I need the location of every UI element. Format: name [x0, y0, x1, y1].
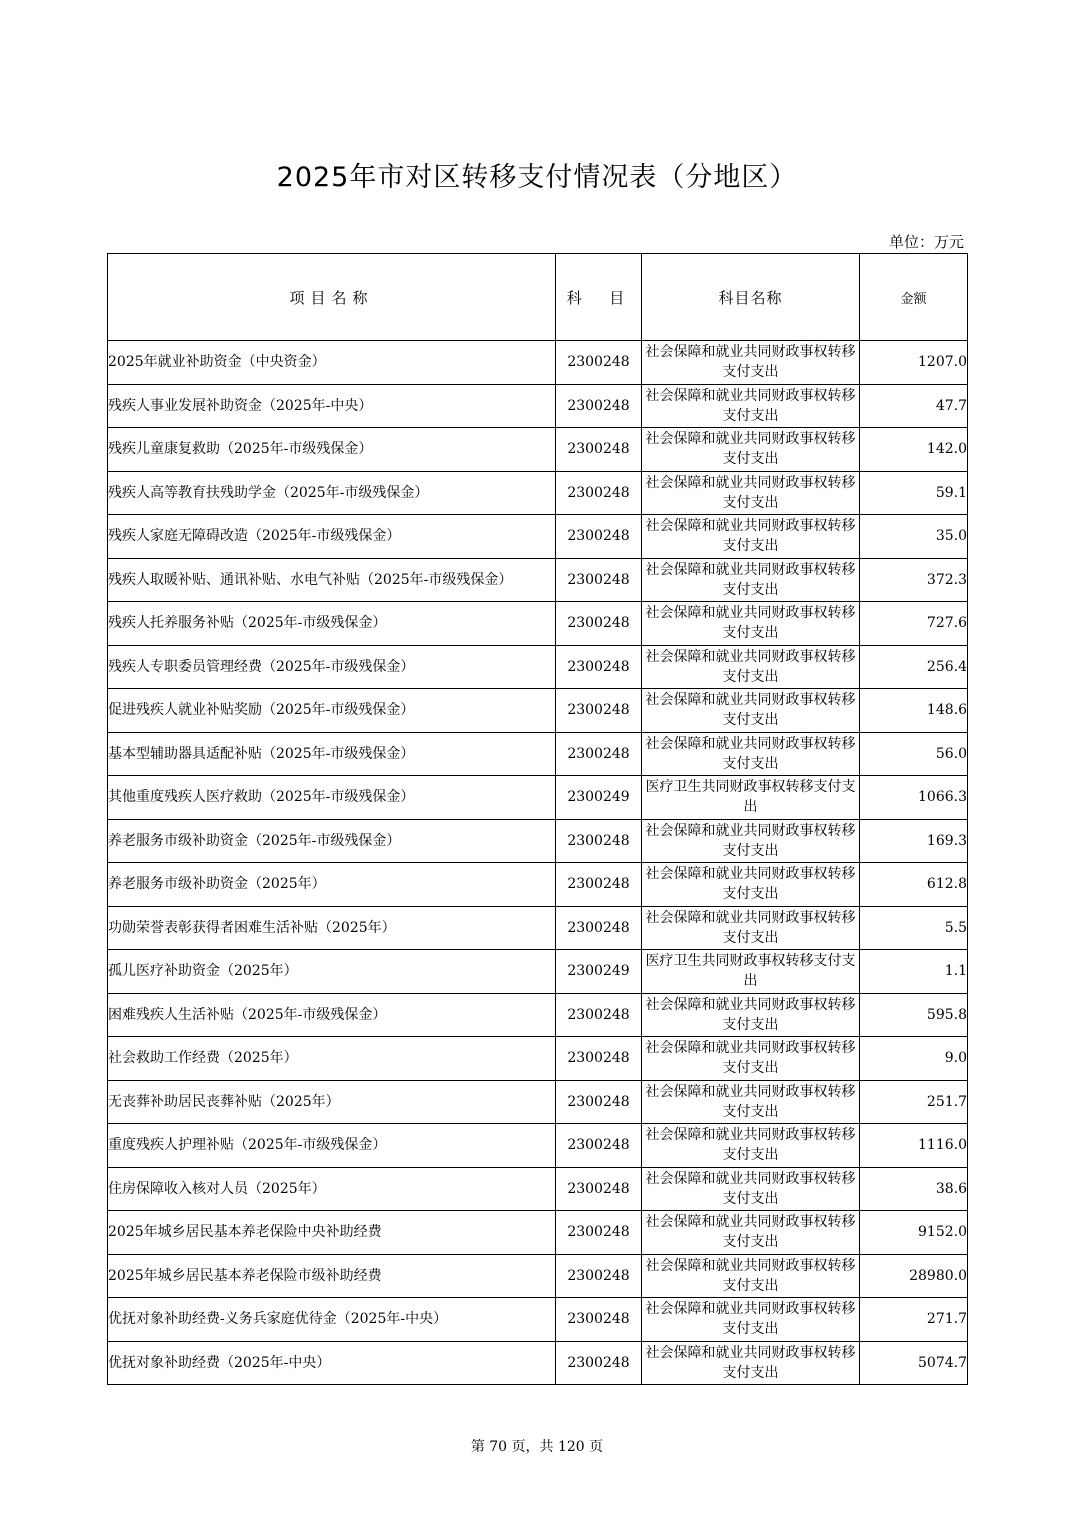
table-row	[108, 993, 968, 1037]
subject-name-cell: 社会保障和就业共同财政事权转移支付支出	[642, 1298, 860, 1342]
amount-cell: 727.6	[860, 602, 968, 646]
table-row	[108, 950, 968, 994]
table-header-row	[108, 254, 968, 341]
project-name-cell: 残疾人取暖补贴、通讯补贴、水电气补贴（2025年-市级残保金）	[108, 558, 556, 602]
amount-cell: 38.6	[860, 1167, 968, 1211]
table-row	[108, 341, 968, 385]
subject-code-cell: 2300248	[556, 558, 642, 602]
project-name-cell: 残疾人事业发展补助资金（2025年-中央）	[108, 384, 556, 428]
subject-code-cell: 2300248	[556, 428, 642, 472]
subject-code-cell: 2300248	[556, 1167, 642, 1211]
subject-name-cell: 社会保障和就业共同财政事权转移支付支出	[642, 1037, 860, 1081]
project-name-cell: 无丧葬补助居民丧葬补贴（2025年）	[108, 1080, 556, 1124]
subject-name-cell: 社会保障和就业共同财政事权转移支付支出	[642, 1254, 860, 1298]
subject-name-cell: 社会保障和就业共同财政事权转移支付支出	[642, 993, 860, 1037]
subject-code-cell: 2300248	[556, 645, 642, 689]
project-name-cell: 残疾人托养服务补贴（2025年-市级残保金）	[108, 602, 556, 646]
subject-name-cell: 社会保障和就业共同财政事权转移支付支出	[642, 819, 860, 863]
amount-cell: 595.8	[860, 993, 968, 1037]
header-amount: 金额	[860, 254, 968, 341]
table-row	[108, 558, 968, 602]
project-name-cell: 困难残疾人生活补贴（2025年-市级残保金）	[108, 993, 556, 1037]
project-name-cell: 孤儿医疗补助资金（2025年）	[108, 950, 556, 994]
amount-cell: 372.3	[860, 558, 968, 602]
project-name-cell: 残疾儿童康复救助（2025年-市级残保金）	[108, 428, 556, 472]
subject-name-cell: 社会保障和就业共同财政事权转移支付支出	[642, 1080, 860, 1124]
amount-cell: 148.6	[860, 689, 968, 733]
table-row	[108, 1080, 968, 1124]
table-row	[108, 384, 968, 428]
subject-name-cell: 社会保障和就业共同财政事权转移支付支出	[642, 1167, 860, 1211]
table-row	[108, 471, 968, 515]
table-row	[108, 906, 968, 950]
amount-cell: 612.8	[860, 863, 968, 907]
project-name-cell: 养老服务市级补助资金（2025年-市级残保金）	[108, 819, 556, 863]
amount-cell: 169.3	[860, 819, 968, 863]
subject-name-cell: 社会保障和就业共同财政事权转移支付支出	[642, 384, 860, 428]
subject-name-cell: 医疗卫生共同财政事权转移支付支出	[642, 776, 860, 820]
subject-name-cell: 社会保障和就业共同财政事权转移支付支出	[642, 906, 860, 950]
table-row	[108, 602, 968, 646]
project-name-cell: 残疾人家庭无障碍改造（2025年-市级残保金）	[108, 515, 556, 559]
amount-cell: 142.0	[860, 428, 968, 472]
table-row	[108, 645, 968, 689]
amount-cell: 5074.7	[860, 1341, 968, 1385]
subject-code-cell: 2300248	[556, 1124, 642, 1168]
project-name-cell: 养老服务市级补助资金（2025年）	[108, 863, 556, 907]
amount-cell: 9152.0	[860, 1211, 968, 1255]
subject-name-cell: 社会保障和就业共同财政事权转移支付支出	[642, 1211, 860, 1255]
project-name-cell: 残疾人专职委员管理经费（2025年-市级残保金）	[108, 645, 556, 689]
subject-code-cell: 2300248	[556, 993, 642, 1037]
amount-cell: 271.7	[860, 1298, 968, 1342]
subject-name-cell: 社会保障和就业共同财政事权转移支付支出	[642, 471, 860, 515]
table-row	[108, 1037, 968, 1081]
amount-cell: 1116.0	[860, 1124, 968, 1168]
table-row	[108, 863, 968, 907]
project-name-cell: 重度残疾人护理补贴（2025年-市级残保金）	[108, 1124, 556, 1168]
project-name-cell: 2025年城乡居民基本养老保险市级补助经费	[108, 1254, 556, 1298]
amount-cell: 35.0	[860, 515, 968, 559]
table-row	[108, 732, 968, 776]
page-footer: 第 70 页，共 120 页	[470, 1439, 604, 1455]
table-row	[108, 776, 968, 820]
subject-name-cell: 社会保障和就业共同财政事权转移支付支出	[642, 645, 860, 689]
project-name-cell: 优抚对象补助经费（2025年-中央）	[108, 1341, 556, 1385]
table-row	[108, 1167, 968, 1211]
amount-cell: 59.1	[860, 471, 968, 515]
amount-cell: 1066.3	[860, 776, 968, 820]
project-name-cell: 促进残疾人就业补贴奖励（2025年-市级残保金）	[108, 689, 556, 733]
project-name-cell: 2025年就业补助资金（中央资金）	[108, 341, 556, 385]
subject-name-cell: 社会保障和就业共同财政事权转移支付支出	[642, 1124, 860, 1168]
subject-code-cell: 2300248	[556, 1341, 642, 1385]
project-name-cell: 残疾人高等教育扶残助学金（2025年-市级残保金）	[108, 471, 556, 515]
amount-cell: 251.7	[860, 1080, 968, 1124]
subject-name-cell: 医疗卫生共同财政事权转移支付支出	[642, 950, 860, 994]
subject-code-cell: 2300248	[556, 1211, 642, 1255]
subject-name-cell: 社会保障和就业共同财政事权转移支付支出	[642, 558, 860, 602]
subject-name-cell: 社会保障和就业共同财政事权转移支付支出	[642, 515, 860, 559]
unit-label: 单位：万元	[888, 233, 964, 251]
subject-code-cell: 2300248	[556, 515, 642, 559]
project-name-cell: 其他重度残疾人医疗救助（2025年-市级残保金）	[108, 776, 556, 820]
project-name-cell: 2025年城乡居民基本养老保险中央补助经费	[108, 1211, 556, 1255]
table-row	[108, 1211, 968, 1255]
table-row	[108, 515, 968, 559]
transfer-payment-table	[107, 253, 968, 1385]
header-subject-name: 科目名称	[642, 254, 860, 341]
subject-name-cell: 社会保障和就业共同财政事权转移支付支出	[642, 428, 860, 472]
subject-code-cell: 2300248	[556, 341, 642, 385]
subject-code-cell: 2300248	[556, 689, 642, 733]
amount-cell: 56.0	[860, 732, 968, 776]
header-code: 科 目	[556, 254, 642, 341]
subject-code-cell: 2300248	[556, 819, 642, 863]
table-row	[108, 428, 968, 472]
amount-cell: 1207.0	[860, 341, 968, 385]
subject-code-cell: 2300248	[556, 732, 642, 776]
table-row	[108, 1254, 968, 1298]
subject-code-cell: 2300248	[556, 602, 642, 646]
subject-code-cell: 2300249	[556, 950, 642, 994]
subject-code-cell: 2300248	[556, 1254, 642, 1298]
subject-code-cell: 2300248	[556, 906, 642, 950]
subject-code-cell: 2300248	[556, 1298, 642, 1342]
amount-cell: 256.4	[860, 645, 968, 689]
amount-cell: 1.1	[860, 950, 968, 994]
subject-code-cell: 2300248	[556, 384, 642, 428]
header-project-name: 项目名称	[108, 254, 556, 341]
table-row	[108, 689, 968, 733]
subject-code-cell: 2300249	[556, 776, 642, 820]
table-row	[108, 1124, 968, 1168]
amount-cell: 47.7	[860, 384, 968, 428]
subject-name-cell: 社会保障和就业共同财政事权转移支付支出	[642, 602, 860, 646]
subject-name-cell: 社会保障和就业共同财政事权转移支付支出	[642, 1341, 860, 1385]
page-title: 2025年市对区转移支付情况表（分地区）	[276, 162, 798, 193]
amount-cell: 9.0	[860, 1037, 968, 1081]
project-name-cell: 基本型辅助器具适配补贴（2025年-市级残保金）	[108, 732, 556, 776]
project-name-cell: 优抚对象补助经费-义务兵家庭优待金（2025年-中央）	[108, 1298, 556, 1342]
table-row	[108, 819, 968, 863]
project-name-cell: 社会救助工作经费（2025年）	[108, 1037, 556, 1081]
table-row	[108, 1298, 968, 1342]
subject-code-cell: 2300248	[556, 863, 642, 907]
amount-cell: 28980.0	[860, 1254, 968, 1298]
subject-code-cell: 2300248	[556, 1037, 642, 1081]
subject-code-cell: 2300248	[556, 471, 642, 515]
subject-name-cell: 社会保障和就业共同财政事权转移支付支出	[642, 732, 860, 776]
table-body	[108, 341, 968, 1385]
subject-code-cell: 2300248	[556, 1080, 642, 1124]
subject-name-cell: 社会保障和就业共同财政事权转移支付支出	[642, 863, 860, 907]
subject-name-cell: 社会保障和就业共同财政事权转移支付支出	[642, 341, 860, 385]
project-name-cell: 功勋荣誉表彰获得者困难生活补贴（2025年）	[108, 906, 556, 950]
project-name-cell: 住房保障收入核对人员（2025年）	[108, 1167, 556, 1211]
subject-name-cell: 社会保障和就业共同财政事权转移支付支出	[642, 689, 860, 733]
amount-cell: 5.5	[860, 906, 968, 950]
table-row	[108, 1341, 968, 1385]
